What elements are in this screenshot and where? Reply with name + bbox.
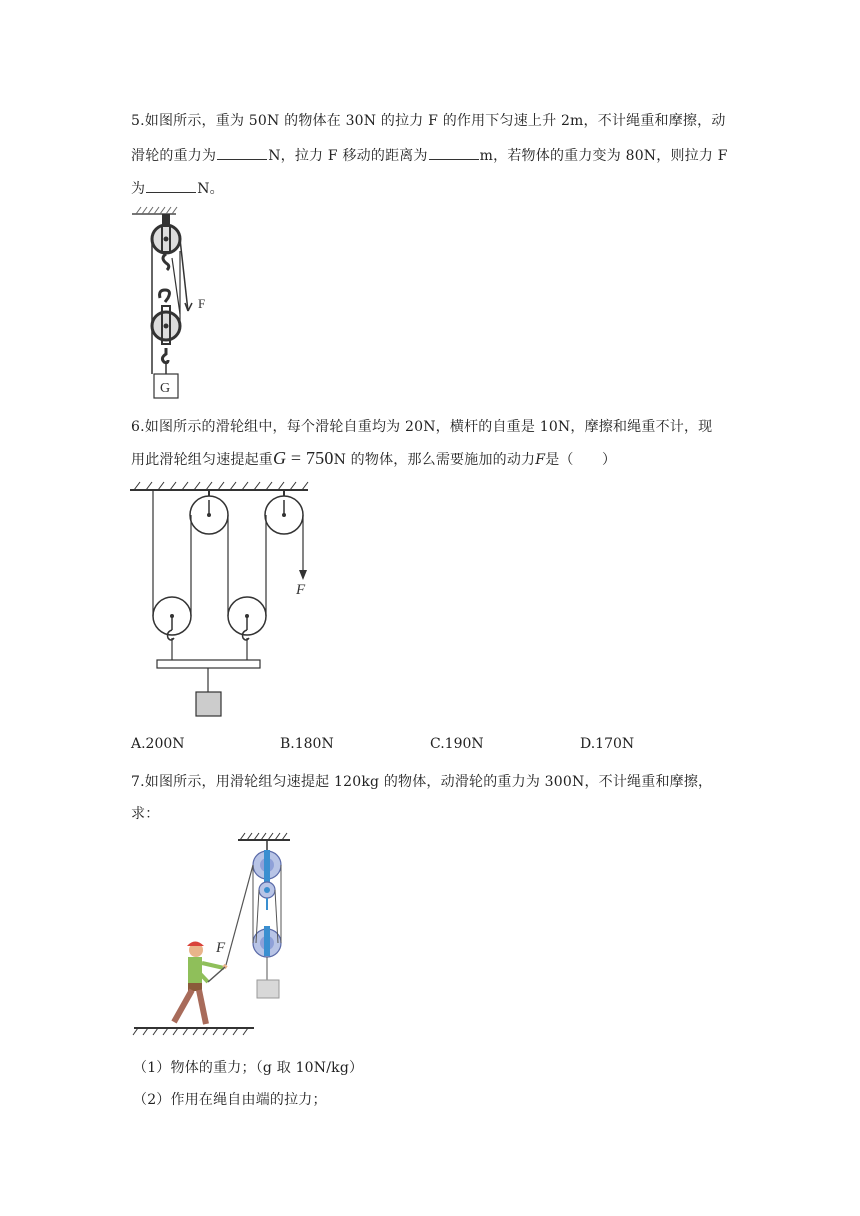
q5-line-1: 5.如图所示，重为 50N 的物体在 30N 的拉力 F 的作用下匀速上升 2m，不计绳重和摩擦，动: [131, 113, 726, 129]
q7-sub-2: （2）作用在绳自由端的拉力；: [133, 1092, 327, 1108]
answer-blank[interactable]: [429, 146, 479, 160]
force-label: F: [296, 582, 306, 598]
option-b[interactable]: B.180N: [280, 736, 334, 752]
q5-line-2: 滑轮的重力为 N，拉力 F 移动的距离为 m，若物体的重力变为 80N，则拉力 F: [131, 148, 728, 164]
option-d[interactable]: D.170N: [580, 736, 635, 752]
answer-blank[interactable]: [217, 146, 267, 160]
math-expression: G = 750: [273, 448, 334, 468]
answer-blank[interactable]: [146, 179, 196, 193]
q6-pulley-figure: [128, 480, 318, 720]
force-label: F: [198, 296, 206, 311]
q7-pulley-figure: [130, 830, 300, 1040]
option-c[interactable]: C.190N: [430, 736, 484, 752]
q5-pulley-figure: [128, 206, 228, 402]
option-a[interactable]: A.200N: [131, 736, 185, 752]
q6-line-2: 用此滑轮组匀速提起重G = 750N 的物体，那么需要施加的动力F是（ ）: [131, 448, 617, 468]
force-label: F: [216, 940, 226, 956]
q7-line-2: 求：: [131, 806, 160, 822]
q7-line-1: 7.如图所示，用滑轮组匀速提起 120kg 的物体，动滑轮的重力为 300N，不计绳重和摩擦，: [131, 774, 713, 790]
q6-line-1: 6.如图所示的滑轮组中，每个滑轮自重均为 20N，横杆的自重是 10N，摩擦和绳重不计，现: [131, 419, 713, 435]
weight-label: G: [160, 381, 171, 396]
q7-sub-1: （1）物体的重力；（g 取 10N/kg）: [133, 1060, 364, 1076]
q5-line-3: 为 N。: [131, 181, 224, 197]
